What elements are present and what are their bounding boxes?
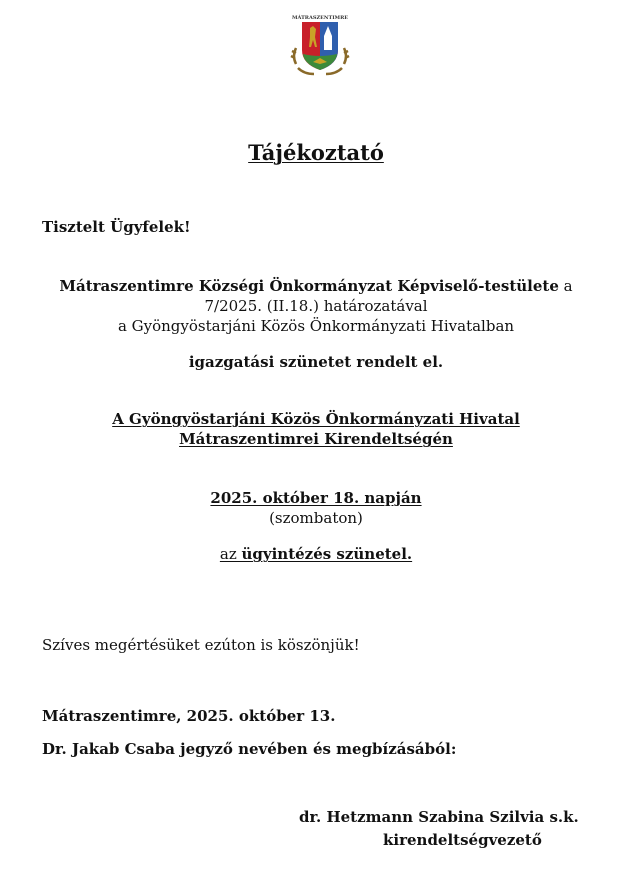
on-behalf-text: Dr. Jakab Csaba jegyző nevében és megbízásából: — [42, 740, 457, 758]
intro-line-3: a Gyöngyöstarjáni Közös Önkormányzati Hivatalban — [117, 317, 515, 335]
signer-name: dr. Hetzmann Szabina Szilvia s.k. — [299, 808, 579, 826]
notice-bold: ügyintézés szünetel. — [241, 545, 413, 563]
place-date: Mátraszentimre, 2025. október 13. — [42, 707, 336, 725]
office-line-1: A Gyöngyöstarjáni Közös Önkormányzati Hivatal — [112, 410, 520, 428]
intro-line-1 — [0, 276, 632, 296]
crest-label: MÁTRASZENTIMRE — [291, 15, 349, 21]
intro-paragraph — [0, 276, 632, 336]
intro-line-2: 7/2025. (II.18.) határozatával — [204, 297, 428, 315]
closure-date: 2025. október 18. napján — [210, 489, 422, 507]
thanks-text: Szíves megértésüket ezúton is köszönjük! — [42, 636, 360, 654]
decision-text: igazgatási szünetet rendelt el. — [188, 353, 444, 371]
signer-role: kirendeltségvezető — [383, 831, 542, 849]
office-heading — [0, 409, 632, 449]
intro-line-1-tail: a — [558, 277, 573, 295]
notice-text — [0, 545, 632, 563]
date-block — [0, 488, 632, 528]
council-name: Mátraszentimre Községi Önkormányzat Képviselő-testülete — [59, 277, 559, 295]
closure-weekday: (szombaton) — [269, 509, 363, 527]
salutation: Tisztelt Ügyfelek! — [42, 218, 191, 236]
crest-image — [290, 12, 350, 82]
coat-of-arms-logo — [290, 12, 350, 82]
office-line-2: Mátraszentimrei Kirendeltségén — [179, 430, 453, 448]
page-title: Tájékoztató — [248, 140, 384, 165]
notice-prefix: az — [219, 545, 242, 563]
